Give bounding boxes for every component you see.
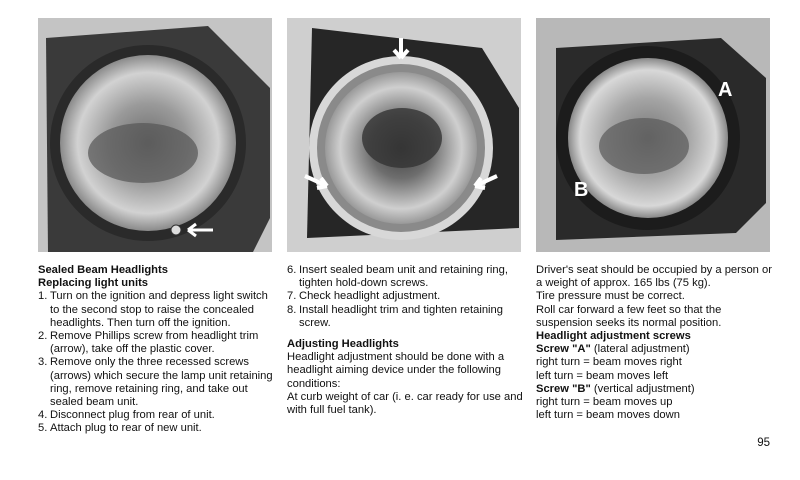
list-item: 4. Disconnect plug from rear of unit. [38,409,215,422]
subsection-heading: Replacing light units [38,277,149,290]
paragraph: Driver's seat should be occupied by a person or a weight of approx. 165 lbs (75 kg). [536,264,772,290]
photo-retaining-ring [287,18,521,252]
list-item: 1. Turn on the ignition and depress light switch to the second stop to raise the concealed headlights. Then turn off the ignition. [38,290,268,329]
column-replacing-units [38,264,278,436]
photo-headlight-trim [38,18,272,252]
screw-b-line: Screw "B" (vertical adjustment) [536,382,695,395]
label-b: B [574,179,589,201]
screw-b-left: left turn = beam moves down [536,409,680,422]
list-item: 3. Remove only the three recessed screws (arrows) which secure the lamp unit retaining ring, remove retaining ring, and take out sealed beam unit. [38,356,273,409]
paragraph: At curb weight of car (i. e. car ready for use and with full fuel tank). [287,390,523,417]
screw-b-right: right turn = beam moves up [536,396,673,409]
label-a: A [718,79,733,101]
paragraph: Roll car forward a few feet so that the suspension seeks its normal position. [536,303,722,329]
paragraph: Tire pressure must be correct. [536,290,685,303]
list-item: 6. Insert sealed beam unit and retaining ring, tighten hold-down screws. [287,264,508,290]
column-screws [536,264,776,422]
section-heading: Sealed Beam Headlights [38,264,168,276]
section-heading: Headlight adjustment screws [536,330,691,343]
list-item: 7. Check headlight adjustment. [287,290,441,303]
list-item: 2. Remove Phillips screw from headlight trim (arrow), take off the plastic cover. [38,330,259,356]
screw-a-right: right turn = beam moves right [536,356,682,369]
column-adjusting [287,264,527,417]
list-item: 5. Attach plug to rear of new unit. [38,422,202,435]
list-item: 8. Install headlight trim and tighten retaining screw. [287,303,503,329]
screw-a-line: Screw "A" (lateral adjustment) [536,343,690,356]
page-number: 95 [757,437,770,449]
paragraph: Headlight adjustment should be done with a headlight aiming device under the following conditions: [287,351,505,390]
screw-a-left: left turn = beam moves left [536,369,669,382]
section-heading: Adjusting Headlights [287,338,399,351]
photo-adjustment-screws [536,18,770,252]
